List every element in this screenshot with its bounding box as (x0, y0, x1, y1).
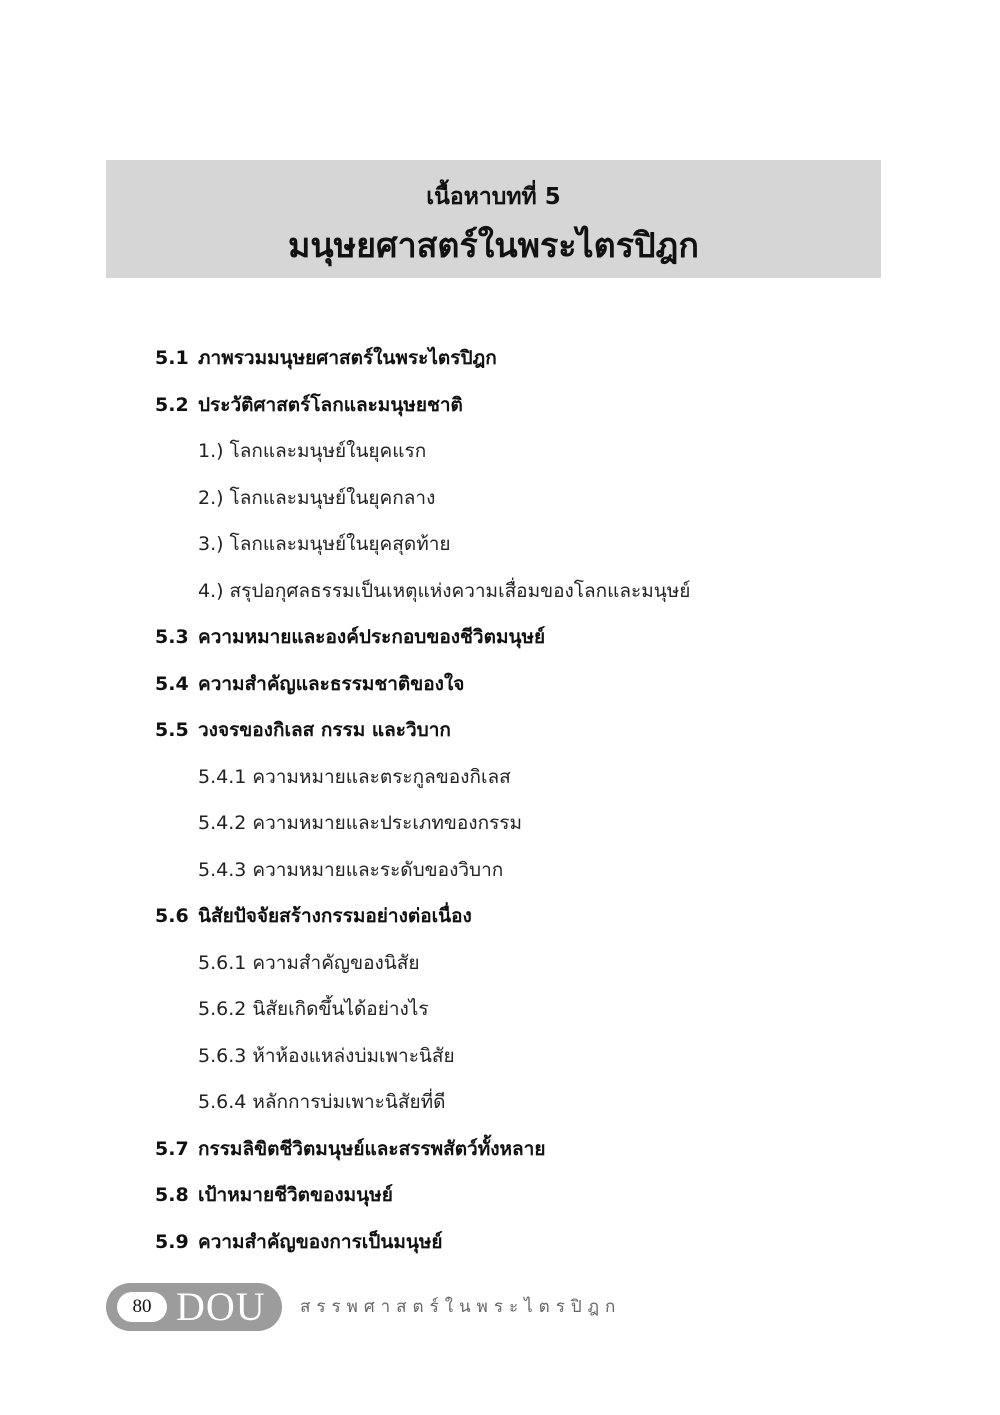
toc-item-number: 5.6.2 (198, 998, 247, 1020)
footer-book-title: สรรพศาสตร์ในพระไตรปิฎก (300, 1297, 622, 1316)
footer-badge (106, 1283, 282, 1331)
toc-item-number: 1.) (198, 440, 224, 462)
toc-item-text: ความหมายและระดับของวิบาก (252, 859, 504, 881)
toc-item-text: ความสำคัญของการเป็นมนุษย์ (198, 1231, 443, 1253)
toc-item-number: 5.9 (155, 1231, 189, 1253)
toc-item-text: โลกและมนุษย์ในยุคสุดท้าย (229, 533, 451, 555)
toc-item-number: 4.) (198, 580, 224, 602)
toc-item-number: 5.6.3 (198, 1045, 247, 1067)
toc-item-number: 5.7 (155, 1138, 189, 1160)
toc-item-text: นิสัยเกิดขึ้นได้อย่างไร (252, 998, 429, 1020)
toc-item (198, 1088, 445, 1116)
toc-item-number: 5.4.2 (198, 812, 247, 834)
toc-item (155, 1228, 443, 1256)
toc-item (198, 530, 451, 558)
footer-brand: DOU (176, 1284, 266, 1329)
toc-item-number: 5.6 (155, 905, 189, 927)
toc-item-number: 5.1 (155, 347, 189, 369)
toc-item-text: หลักการบ่มเพาะนิสัยที่ดี (252, 1091, 446, 1113)
toc-item (198, 949, 420, 977)
toc-item-text: ความหมายและตระกูลของกิเลส (252, 766, 511, 788)
toc-item (198, 484, 435, 512)
chapter-label: เนื้อหาบทที่ 5 (426, 184, 561, 210)
toc-item-text: ความหมายและองค์ประกอบของชีวิตมนุษย์ (198, 626, 546, 648)
toc-item (155, 902, 472, 930)
toc-item-number: 5.6.1 (198, 952, 247, 974)
toc-item (155, 344, 497, 372)
toc-item-text: โลกและมนุษย์ในยุคกลาง (229, 487, 436, 509)
toc-item-text: ความสำคัญของนิสัย (252, 952, 420, 974)
toc-item-text: นิสัยปัจจัยสร้างกรรมอย่างต่อเนื่อง (198, 905, 472, 927)
toc-item (155, 670, 464, 698)
toc-item-text: เป้าหมายชีวิตของมนุษย์ (198, 1184, 393, 1206)
toc-item (198, 437, 426, 465)
toc-item (198, 995, 429, 1023)
toc-item (155, 1181, 393, 1209)
toc-item (198, 856, 503, 884)
chapter-title: มนุษยศาสตร์ในพระไตรปิฎก (288, 226, 699, 266)
toc-item-text: วงจรของกิเลส กรรม และวิบาก (198, 719, 451, 741)
toc-item (155, 1135, 545, 1163)
toc-item (198, 763, 511, 791)
toc-item (198, 1042, 455, 1070)
toc-item (155, 623, 545, 651)
toc-item-number: 5.8 (155, 1184, 189, 1206)
toc-item-number: 3.) (198, 533, 224, 555)
toc-item-text: ห้าห้องแหล่งบ่มเพาะนิสัย (252, 1045, 455, 1067)
toc-item-text: ภาพรวมมนุษยศาสตร์ในพระไตรปิฎก (198, 347, 497, 369)
toc-item-text: สรุปอกุศลธรรมเป็นเหตุแห่งความเสื่อมของโลกและมนุษย์ (229, 580, 691, 602)
toc-item-number: 5.2 (155, 394, 189, 416)
toc-item (155, 716, 451, 744)
toc-item (198, 809, 522, 837)
page-number: 80 (117, 1292, 167, 1322)
toc-item-text: กรรมลิขิตชีวิตมนุษย์และสรรพสัตว์ทั้งหลาย (198, 1138, 546, 1160)
toc-item-number: 5.6.4 (198, 1091, 247, 1113)
toc-item (155, 391, 463, 419)
toc-item (198, 577, 690, 605)
toc-item-number: 5.5 (155, 719, 189, 741)
toc-item-number: 5.4 (155, 673, 189, 695)
toc-item-number: 5.4.3 (198, 859, 247, 881)
toc-item-number: 5.4.1 (198, 766, 247, 788)
toc-item-text: โลกและมนุษย์ในยุคแรก (229, 440, 427, 462)
toc-item-text: ความสำคัญและธรรมชาติของใจ (198, 673, 465, 695)
toc-item-text: ความหมายและประเภทของกรรม (252, 812, 523, 834)
toc-item-text: ประวัติศาสตร์โลกและมนุษยชาติ (198, 394, 463, 416)
toc-item-number: 2.) (198, 487, 224, 509)
toc-item-number: 5.3 (155, 626, 189, 648)
